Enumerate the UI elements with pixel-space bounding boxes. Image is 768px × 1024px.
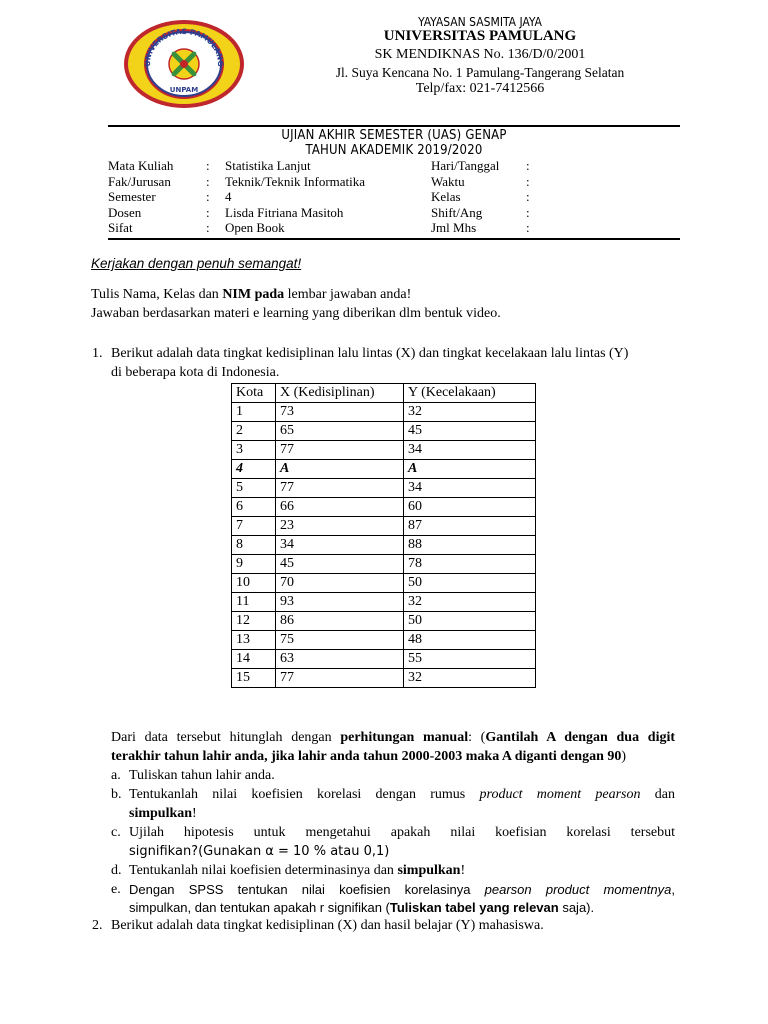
table-cell: 48 (404, 631, 536, 650)
info-value: Open Book (225, 220, 285, 235)
info-row-lecturer (108, 205, 688, 221)
table-row (232, 403, 536, 422)
table-cell: 32 (404, 669, 536, 688)
info-sep-right: : (526, 174, 530, 189)
table-cell: 65 (276, 422, 404, 441)
table-header: Y (Kecelakaan) (404, 384, 536, 403)
item-d-line (129, 863, 675, 879)
instruction-bold: NIM pada (222, 287, 285, 302)
info-label-right: Waktu (431, 174, 465, 189)
table-cell: 77 (276, 441, 404, 460)
table-row (232, 650, 536, 669)
academic-year: TAHUN AKADEMIK 2019/2020 (305, 143, 483, 158)
table-cell: 60 (404, 498, 536, 517)
item-text: simpulkan, dan tentukan apakah r signifikan ( (129, 900, 390, 915)
table-cell: 23 (276, 517, 404, 536)
item-a-text: Tuliskan tahun lahir anda. (129, 768, 275, 783)
table-row (232, 669, 536, 688)
table-row (232, 555, 536, 574)
info-sep-right: : (526, 205, 530, 220)
table-header: X (Kedisiplinan) (276, 384, 404, 403)
table-cell: 5 (232, 479, 276, 498)
table-cell: 10 (232, 574, 276, 593)
table-cell: 1 (232, 403, 276, 422)
table-cell: 11 (232, 593, 276, 612)
info-label: Fak/Jurusan (108, 174, 171, 189)
item-text: , (671, 882, 675, 897)
table-cell: 7 (232, 517, 276, 536)
item-label: d. (111, 863, 122, 878)
item-label: c. (111, 825, 121, 840)
item-text: saja). (558, 900, 595, 915)
item-c-line: Ujilah hipotesis untuk mengetahui apakah nilai koefisian korelasi tersebut (129, 825, 675, 840)
info-sep-right: : (526, 158, 530, 173)
question-number: 2. (92, 918, 103, 933)
table-row (232, 612, 536, 631)
item-b-line (129, 806, 675, 822)
university-logo (122, 18, 246, 110)
table-cell: 50 (404, 612, 536, 631)
table-cell: 45 (404, 422, 536, 441)
table-cell: 50 (404, 574, 536, 593)
item-bold: Tuliskan tabel yang relevan (389, 900, 559, 915)
info-sep: : (206, 205, 210, 220)
table-cell: 8 (232, 536, 276, 555)
info-row-nature (108, 220, 688, 236)
info-sep: : (206, 174, 210, 189)
info-label: Mata Kuliah (108, 158, 174, 173)
question-text: Berikut adalah data tingkat kedisiplinan (X) dan hasil belajar (Y) mahasiswa. (111, 918, 544, 933)
info-label-right: Hari/Tanggal (431, 158, 500, 173)
info-value: Teknik/Teknik Informatika (225, 174, 366, 189)
data-table (231, 383, 536, 688)
table-row (232, 498, 536, 517)
table-row (232, 574, 536, 593)
exam-title: UJIAN AKHIR SEMESTER (UAS) GENAP (281, 128, 507, 143)
instruction-line (91, 287, 411, 303)
table-cell: 34 (276, 536, 404, 555)
item-text: Tentukanlah nilai koefisien determinasinya dan (129, 863, 398, 878)
info-sep: : (206, 220, 210, 235)
table-cell: A (276, 460, 404, 479)
table-cell: 75 (276, 631, 404, 650)
item-label: e. (111, 882, 121, 897)
info-label: Semester (108, 189, 156, 204)
table-row (232, 631, 536, 650)
q1-intro-line (111, 749, 626, 765)
intro-bold: Gantilah A dengan dua digit (485, 730, 676, 745)
logo-arc-text: UNIVERSITAS PAMULANG (142, 26, 226, 67)
question-text: di beberapa kota di Indonesia. (111, 365, 280, 380)
intro-bold: terakhir tahun lahir anda, jika lahir anda tahun 2000-2003 maka A diganti dengan 90 (111, 749, 622, 764)
info-label-right: Shift/Ang (431, 205, 483, 220)
table-cell: 55 (404, 650, 536, 669)
info-label: Dosen (108, 205, 142, 220)
address: Jl. Suya Kencana No. 1 Pamulang-Tangerang Selatan (335, 65, 625, 80)
item-e-line (129, 900, 675, 915)
table-cell: 3 (232, 441, 276, 460)
table-row-placeholder (232, 460, 536, 479)
motto: Kerjakan dengan penuh semangat! (91, 256, 302, 271)
info-label-right: Kelas (431, 189, 461, 204)
item-bold: simpulkan (129, 806, 193, 821)
info-sep-right: : (526, 189, 530, 204)
decree-number: SK MENDIKNAS No. 136/D/0/2001 (374, 47, 586, 62)
instruction-text: Tulis Nama, Kelas dan (91, 287, 223, 302)
item-italic: pearson product momentnya (484, 882, 672, 897)
table-cell: 78 (404, 555, 536, 574)
table-header: Kota (232, 384, 276, 403)
header-bottom-rule (108, 238, 680, 240)
table-cell: 87 (404, 517, 536, 536)
info-row-course (108, 158, 688, 174)
table-cell: 12 (232, 612, 276, 631)
intro-bold: perhitungan manual (340, 730, 469, 745)
info-sep-right: : (526, 220, 530, 235)
info-label: Sifat (108, 220, 133, 235)
info-sep: : (206, 158, 210, 173)
item-text: ! (192, 806, 197, 821)
q1-intro-line (111, 730, 675, 746)
question-text: Berikut adalah data tingkat kedisiplinan lalu lintas (X) dan tingkat kecelakaan lalu lintas (Y) (111, 346, 629, 361)
table-row (232, 441, 536, 460)
table-cell: 15 (232, 669, 276, 688)
item-e-line (129, 882, 675, 897)
item-text: Dengan SPSS tentukan nilai koefisien korelasinya (129, 882, 485, 897)
table-cell: 2 (232, 422, 276, 441)
item-label: b. (111, 787, 122, 802)
intro-text: : ( (468, 730, 486, 745)
table-cell: 9 (232, 555, 276, 574)
intro-text: ) (621, 749, 627, 764)
table-cell: 34 (404, 441, 536, 460)
table-row (232, 422, 536, 441)
info-value: Lisda Fitriana Masitoh (225, 205, 344, 220)
table-cell: 70 (276, 574, 404, 593)
question-number: 1. (92, 346, 103, 361)
table-row (232, 479, 536, 498)
info-row-semester (108, 189, 688, 205)
university-name: UNIVERSITAS PAMULANG (383, 28, 577, 44)
item-bold: simpulkan (397, 863, 461, 878)
phone-fax: Telp/fax: 021-7412566 (415, 81, 545, 96)
item-c-line: signifikan?(Gunakan α = 10 % atau 0,1) (129, 844, 390, 859)
table-row (232, 517, 536, 536)
item-text: dan (640, 787, 675, 802)
table-cell: 77 (276, 669, 404, 688)
table-cell: 86 (276, 612, 404, 631)
info-sep: : (206, 189, 210, 204)
table-cell: 14 (232, 650, 276, 669)
table-row (232, 593, 536, 612)
table-cell: 32 (404, 403, 536, 422)
logo-bottom-text: UNPAM (169, 86, 199, 94)
table-cell: 13 (232, 631, 276, 650)
info-value: 4 (225, 189, 232, 204)
table-row (232, 536, 536, 555)
item-italic: product moment pearson (479, 787, 641, 802)
intro-text: Dari data tersebut hitunglah dengan (111, 730, 341, 745)
table-cell: 32 (404, 593, 536, 612)
info-value: Statistika Lanjut (225, 158, 311, 173)
table-cell: 73 (276, 403, 404, 422)
instruction-line: Jawaban berdasarkan materi e learning yang diberikan dlm bentuk video. (91, 306, 501, 321)
item-text: Tentukanlah nilai koefisien korelasi dengan rumus (129, 787, 480, 802)
table-cell: 93 (276, 593, 404, 612)
item-text: ! (460, 863, 466, 878)
table-cell: 88 (404, 536, 536, 555)
item-label: a. (111, 768, 121, 783)
table-header-row (232, 384, 536, 403)
table-cell: 66 (276, 498, 404, 517)
instruction-text: lembar jawaban anda! (284, 287, 412, 302)
info-row-department (108, 174, 688, 190)
info-label-right: Jml Mhs (431, 220, 477, 235)
table-cell: A (404, 460, 536, 479)
header-top-rule (108, 125, 680, 127)
table-cell: 6 (232, 498, 276, 517)
table-cell: 45 (276, 555, 404, 574)
table-cell: 77 (276, 479, 404, 498)
foundation-name: YAYASAN SASMITA JAYA (418, 15, 542, 29)
table-cell: 34 (404, 479, 536, 498)
item-b-line (129, 787, 675, 803)
table-cell: 4 (232, 460, 276, 479)
table-cell: 63 (276, 650, 404, 669)
